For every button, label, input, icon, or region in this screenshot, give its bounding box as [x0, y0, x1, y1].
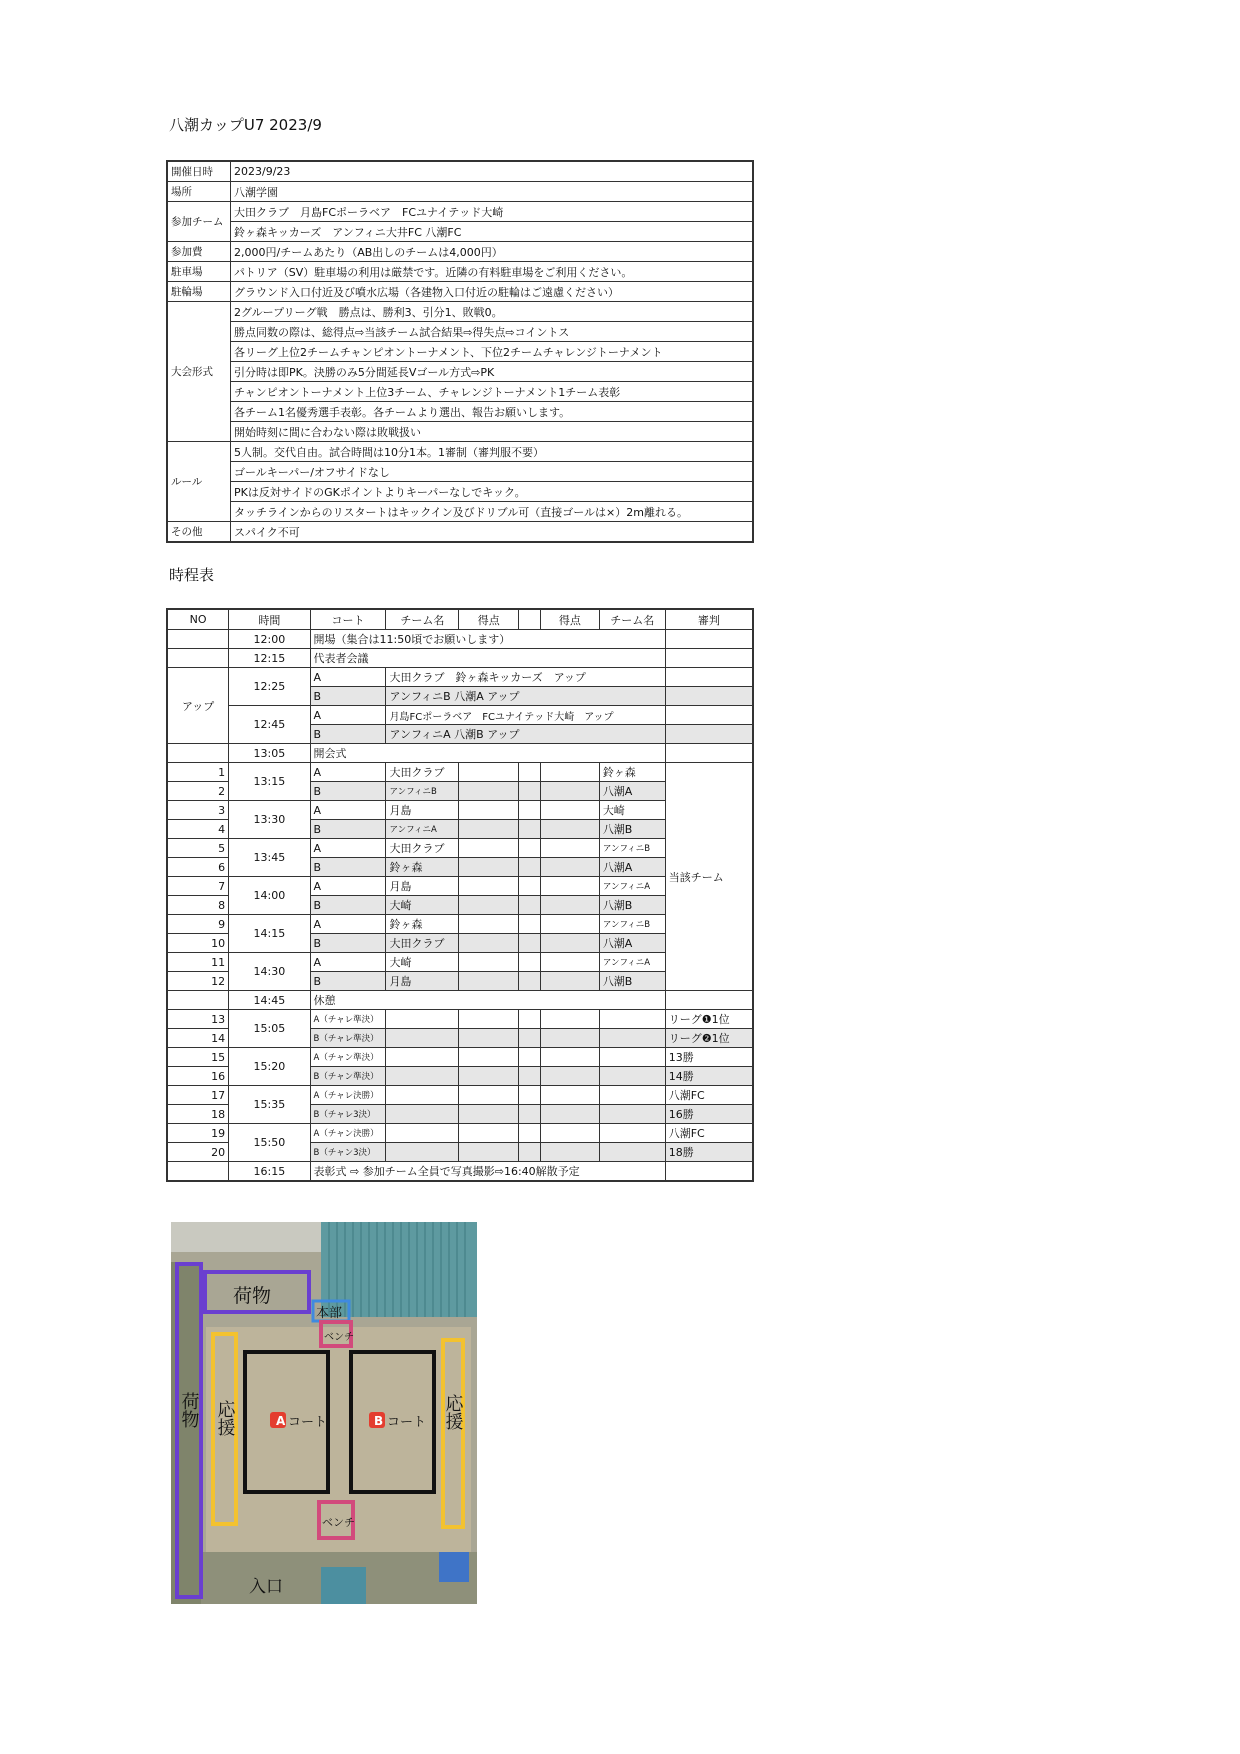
away-team — [599, 1143, 665, 1162]
time-cell: 14:45 — [229, 991, 310, 1010]
schedule-header-cell: チーム名 — [599, 609, 665, 630]
baggage-left-label: 荷物 — [178, 1392, 200, 1428]
away-team: 八潮B — [599, 972, 665, 991]
time-cell: 12:15 — [229, 649, 310, 668]
info-row — [167, 462, 753, 482]
referee-cell — [665, 725, 753, 744]
away-score — [541, 972, 600, 991]
home-score — [459, 801, 519, 820]
score-separator — [519, 1143, 541, 1162]
info-row — [167, 382, 753, 402]
match-no: 8 — [167, 896, 229, 915]
score-separator — [519, 1048, 541, 1067]
home-score — [459, 858, 519, 877]
court-cell: B — [310, 687, 386, 706]
away-team — [599, 1048, 665, 1067]
away-team: アンフィニB — [599, 839, 665, 858]
no-cell — [167, 649, 229, 668]
match-no: 1 — [167, 763, 229, 782]
away-team — [599, 1067, 665, 1086]
schedule-row — [167, 1086, 753, 1105]
score-separator — [519, 839, 541, 858]
time-cell: 12:45 — [229, 706, 310, 744]
score-separator — [519, 1105, 541, 1124]
schedule-header-cell — [519, 609, 541, 630]
court-cell: B — [310, 972, 386, 991]
time-cell: 13:45 — [229, 839, 310, 877]
score-separator — [519, 1124, 541, 1143]
info-label: 参加チーム — [167, 202, 231, 242]
info-value: チャンピオントーナメント上位3チーム、チャレンジトーナメント1チーム表彰 — [231, 382, 754, 402]
schedule-header-cell: 得点 — [459, 609, 519, 630]
home-team: 月島 — [386, 801, 459, 820]
home-score — [459, 1067, 519, 1086]
home-team — [386, 1124, 459, 1143]
info-row — [167, 522, 753, 543]
schedule-table — [166, 608, 754, 1182]
court-cell: B — [310, 858, 386, 877]
away-score — [541, 1143, 600, 1162]
info-value: タッチラインからのリスタートはキックイン及びドリブル可（直接ゴールは×）2m離れる。 — [231, 502, 754, 522]
no-cell — [167, 991, 229, 1010]
away-score — [541, 896, 600, 915]
court-cell: A — [310, 915, 386, 934]
info-label: 開催日時 — [167, 161, 231, 182]
info-value: 大田クラブ 月島FCポーラベア FCユナイテッド大崎 — [231, 202, 754, 222]
match-no: 6 — [167, 858, 229, 877]
home-team: 大田クラブ — [386, 839, 459, 858]
referee-cell — [665, 744, 753, 763]
support-left-label: 応援 — [214, 1400, 236, 1436]
time-cell: 15:50 — [229, 1124, 310, 1162]
info-label: 駐車場 — [167, 262, 231, 282]
referee-cell: 13勝 — [665, 1048, 753, 1067]
schedule-row — [167, 706, 753, 725]
building-roof — [321, 1222, 477, 1317]
away-team: 八潮B — [599, 820, 665, 839]
away-team: 八潮A — [599, 858, 665, 877]
score-separator — [519, 972, 541, 991]
info-value: 2,000円/チームあたり（AB出しのチームは4,000円） — [231, 242, 754, 262]
time-cell: 16:15 — [229, 1162, 310, 1182]
info-value: グラウンド入口付近及び噴水広場（各建物入口付近の駐輪はご遠慮ください） — [231, 282, 754, 302]
court-cell: A（チャン準決） — [310, 1048, 386, 1067]
away-team — [599, 1029, 665, 1048]
away-team: 大崎 — [599, 801, 665, 820]
court-cell: B — [310, 725, 386, 744]
referee-cell: 八潮FC — [665, 1124, 753, 1143]
away-score — [541, 1124, 600, 1143]
schedule-row — [167, 630, 753, 649]
referee-cell: 八潮FC — [665, 1086, 753, 1105]
home-team: 大崎 — [386, 953, 459, 972]
info-value: 鈴ヶ森キッカーズ アンフィニ大井FC 八潮FC — [231, 222, 754, 242]
court-cell: B — [310, 934, 386, 953]
away-score — [541, 915, 600, 934]
score-separator — [519, 934, 541, 953]
warmup-text: 大田クラブ 鈴ヶ森キッカーズ アップ — [386, 668, 665, 687]
home-score — [459, 1010, 519, 1029]
score-separator — [519, 763, 541, 782]
match-no: 14 — [167, 1029, 229, 1048]
schedule-row — [167, 839, 753, 858]
away-score — [541, 858, 600, 877]
court-cell: B（チャレ準決） — [310, 1029, 386, 1048]
home-score — [459, 782, 519, 801]
score-separator — [519, 782, 541, 801]
away-score — [541, 953, 600, 972]
away-score — [541, 801, 600, 820]
referee-cell — [665, 991, 753, 1010]
event-info-table — [166, 160, 754, 543]
info-row — [167, 422, 753, 442]
court-cell: A — [310, 877, 386, 896]
event-text: 休憩 — [310, 991, 665, 1010]
info-row — [167, 161, 753, 182]
info-value: 開始時刻に間に合わない際は敗戦扱い — [231, 422, 754, 442]
info-value: 八潮学園 — [231, 182, 754, 202]
match-no: 18 — [167, 1105, 229, 1124]
home-score — [459, 1143, 519, 1162]
schedule-row — [167, 991, 753, 1010]
info-row — [167, 202, 753, 222]
schedule-row — [167, 763, 753, 782]
home-team: アンフィニB — [386, 782, 459, 801]
home-team — [386, 1029, 459, 1048]
away-team: 八潮A — [599, 934, 665, 953]
home-score — [459, 953, 519, 972]
time-cell: 15:35 — [229, 1086, 310, 1124]
info-row — [167, 262, 753, 282]
info-value: 勝点同数の際は、総得点⇨当該チーム試合結果⇨得失点⇨コイントス — [231, 322, 754, 342]
home-team — [386, 1048, 459, 1067]
referee-cell — [665, 687, 753, 706]
warmup-text: 月島FCポーラベア FCユナイテッド大崎 アップ — [386, 706, 665, 725]
home-team — [386, 1086, 459, 1105]
info-row — [167, 222, 753, 242]
court-cell: A — [310, 706, 386, 725]
referee-cell — [665, 706, 753, 725]
warmup-text: アンフィニA 八潮B アップ — [386, 725, 665, 744]
info-value: パトリア（SV）駐車場の利用は厳禁です。近隣の有料駐車場をご利用ください。 — [231, 262, 754, 282]
court-cell: A（チャレ準決） — [310, 1010, 386, 1029]
score-separator — [519, 877, 541, 896]
info-value: 各リーグ上位2チームチャンピオントーナメント、下位2チームチャレンジトーナメント — [231, 342, 754, 362]
info-value: 引分時は即PK。決勝のみ5分間延長Vゴール方式⇨PK — [231, 362, 754, 382]
away-score — [541, 1029, 600, 1048]
match-no: 10 — [167, 934, 229, 953]
info-label: その他 — [167, 522, 231, 543]
score-separator — [519, 858, 541, 877]
away-score — [541, 820, 600, 839]
referee-cell: 14勝 — [665, 1067, 753, 1086]
match-no: 13 — [167, 1010, 229, 1029]
info-row — [167, 302, 753, 322]
referee-cell: リーグ❷1位 — [665, 1029, 753, 1048]
court-cell: B — [310, 782, 386, 801]
warmup-text: アンフィニB 八潮A アップ — [386, 687, 665, 706]
score-separator — [519, 915, 541, 934]
score-separator — [519, 820, 541, 839]
court-cell: A — [310, 668, 386, 687]
bench-top-label: ベンチ — [324, 1332, 354, 1343]
score-separator — [519, 896, 541, 915]
schedule-header-cell: 得点 — [541, 609, 600, 630]
court-b-letter: B — [374, 1414, 384, 1428]
home-team — [386, 1010, 459, 1029]
info-row — [167, 342, 753, 362]
schedule-header-row — [167, 609, 753, 630]
court-cell: A — [310, 801, 386, 820]
home-team: 月島 — [386, 877, 459, 896]
no-cell — [167, 744, 229, 763]
court-cell: A — [310, 763, 386, 782]
schedule-row — [167, 953, 753, 972]
info-row — [167, 322, 753, 342]
venue-map — [171, 1222, 477, 1604]
time-cell: 14:15 — [229, 915, 310, 953]
referee-cell — [665, 630, 753, 649]
info-value: ゴールキーパー/オフサイドなし — [231, 462, 754, 482]
match-no: 20 — [167, 1143, 229, 1162]
home-team: 鈴ヶ森 — [386, 915, 459, 934]
referee-cell: 18勝 — [665, 1143, 753, 1162]
score-separator — [519, 953, 541, 972]
event-text: 開会式 — [310, 744, 665, 763]
warmup-label: アップ — [167, 668, 229, 744]
away-score — [541, 839, 600, 858]
away-team: 八潮A — [599, 782, 665, 801]
home-team: 大田クラブ — [386, 934, 459, 953]
schedule-row — [167, 649, 753, 668]
time-cell: 12:25 — [229, 668, 310, 706]
home-team: 大崎 — [386, 896, 459, 915]
court-cell: B（チャン3決） — [310, 1143, 386, 1162]
court-cell: A（チャレ決勝） — [310, 1086, 386, 1105]
match-no: 2 — [167, 782, 229, 801]
time-cell: 15:20 — [229, 1048, 310, 1086]
score-separator — [519, 1029, 541, 1048]
home-score — [459, 896, 519, 915]
match-no: 15 — [167, 1048, 229, 1067]
no-cell — [167, 1162, 229, 1182]
away-team — [599, 1105, 665, 1124]
referee-cell — [665, 649, 753, 668]
event-text: 開場（集合は11:50頃でお願いします） — [310, 630, 665, 649]
info-row — [167, 242, 753, 262]
time-cell: 12:00 — [229, 630, 310, 649]
info-row — [167, 362, 753, 382]
home-score — [459, 972, 519, 991]
court-cell: A（チャン決勝） — [310, 1124, 386, 1143]
schedule-header-cell: コート — [310, 609, 386, 630]
away-team — [599, 1124, 665, 1143]
home-score — [459, 763, 519, 782]
time-cell: 14:30 — [229, 953, 310, 991]
court-cell: B — [310, 896, 386, 915]
away-team — [599, 1086, 665, 1105]
home-score — [459, 820, 519, 839]
home-team — [386, 1105, 459, 1124]
court-b-label: コート — [387, 1415, 427, 1430]
home-score — [459, 839, 519, 858]
match-no: 19 — [167, 1124, 229, 1143]
info-row — [167, 482, 753, 502]
away-score — [541, 934, 600, 953]
match-no: 5 — [167, 839, 229, 858]
info-row — [167, 402, 753, 422]
event-text: 代表者会議 — [310, 649, 665, 668]
court-cell: B — [310, 820, 386, 839]
score-separator — [519, 1010, 541, 1029]
info-value: 2グループリーグ戦 勝点は、勝利3、引分1、敗戦0。 — [231, 302, 754, 322]
entrance-label: 入口 — [249, 1577, 283, 1597]
info-value: 2023/9/23 — [231, 161, 754, 182]
home-team: 鈴ヶ森 — [386, 858, 459, 877]
match-no: 3 — [167, 801, 229, 820]
home-score — [459, 1105, 519, 1124]
schedule-row — [167, 1010, 753, 1029]
score-separator — [519, 1067, 541, 1086]
info-row — [167, 282, 753, 302]
schedule-header-cell: チーム名 — [386, 609, 459, 630]
info-value: PKは反対サイドのGKポイントよりキーパーなしでキック。 — [231, 482, 754, 502]
home-team — [386, 1067, 459, 1086]
referee-cell: リーグ❶1位 — [665, 1010, 753, 1029]
away-score — [541, 1086, 600, 1105]
home-team: 月島 — [386, 972, 459, 991]
away-team: アンフィニA — [599, 953, 665, 972]
info-label: 大会形式 — [167, 302, 231, 442]
schedule-title: 時程表 — [169, 566, 215, 584]
away-score — [541, 1105, 600, 1124]
info-label: 場所 — [167, 182, 231, 202]
event-text: 表彰式 ⇨ 参加チーム全員で写真撮影⇨16:40解散予定 — [310, 1162, 665, 1182]
info-label: 駐輪場 — [167, 282, 231, 302]
away-score — [541, 1048, 600, 1067]
away-score — [541, 877, 600, 896]
time-cell: 13:05 — [229, 744, 310, 763]
away-score — [541, 1010, 600, 1029]
time-cell: 14:00 — [229, 877, 310, 915]
baggage-top-label: 荷物 — [233, 1285, 272, 1307]
away-team: 八潮B — [599, 896, 665, 915]
court-cell: A — [310, 839, 386, 858]
away-score — [541, 782, 600, 801]
home-score — [459, 915, 519, 934]
schedule-row — [167, 915, 753, 934]
court-cell: B（チャレ3決） — [310, 1105, 386, 1124]
referee-cell — [665, 668, 753, 687]
schedule-row — [167, 801, 753, 820]
score-separator — [519, 1086, 541, 1105]
referee-cell: 16勝 — [665, 1105, 753, 1124]
info-row — [167, 502, 753, 522]
match-no: 12 — [167, 972, 229, 991]
info-value: 各チーム1名優秀選手表彰。各チームより選出、報告お願いします。 — [231, 402, 754, 422]
schedule-header-cell: 審判 — [665, 609, 753, 630]
hq-label: 本部 — [316, 1306, 343, 1321]
document-title: 八潮カップU7 2023/9 — [169, 116, 322, 134]
info-label: 参加費 — [167, 242, 231, 262]
home-team: アンフィニA — [386, 820, 459, 839]
info-row — [167, 182, 753, 202]
away-score — [541, 1067, 600, 1086]
info-label: ルール — [167, 442, 231, 522]
home-score — [459, 934, 519, 953]
away-team: 鈴ヶ森 — [599, 763, 665, 782]
schedule-row — [167, 744, 753, 763]
time-cell: 13:30 — [229, 801, 310, 839]
away-team: アンフィニA — [599, 877, 665, 896]
court-a-label: コート — [288, 1415, 328, 1430]
schedule-header-cell: NO — [167, 609, 229, 630]
time-cell: 13:15 — [229, 763, 310, 801]
match-no: 7 — [167, 877, 229, 896]
home-score — [459, 877, 519, 896]
time-cell: 15:05 — [229, 1010, 310, 1048]
home-score — [459, 1029, 519, 1048]
referee-cell: 当該チーム — [665, 763, 753, 991]
info-value: スパイク不可 — [231, 522, 754, 543]
away-team — [599, 1010, 665, 1029]
away-score — [541, 763, 600, 782]
schedule-row — [167, 668, 753, 687]
score-separator — [519, 801, 541, 820]
referee-cell — [665, 1162, 753, 1182]
home-team — [386, 1143, 459, 1162]
home-team: 大田クラブ — [386, 763, 459, 782]
home-score — [459, 1048, 519, 1067]
match-no: 9 — [167, 915, 229, 934]
court-cell: A — [310, 953, 386, 972]
away-team: アンフィニB — [599, 915, 665, 934]
schedule-row — [167, 1048, 753, 1067]
schedule-header-cell: 時間 — [229, 609, 310, 630]
court-cell: B（チャン準決） — [310, 1067, 386, 1086]
support-right-label: 応援 — [442, 1394, 464, 1430]
schedule-row — [167, 1124, 753, 1143]
info-value: 5人制。交代自由。試合時間は10分1本。1審制（審判服不要） — [231, 442, 754, 462]
info-row — [167, 442, 753, 462]
bench-bottom-label: ベンチ — [322, 1516, 355, 1529]
schedule-row — [167, 1162, 753, 1182]
no-cell — [167, 630, 229, 649]
home-score — [459, 1086, 519, 1105]
schedule-row — [167, 877, 753, 896]
match-no: 11 — [167, 953, 229, 972]
match-no: 17 — [167, 1086, 229, 1105]
home-score — [459, 1124, 519, 1143]
court-a-letter: A — [276, 1414, 286, 1428]
match-no: 16 — [167, 1067, 229, 1086]
match-no: 4 — [167, 820, 229, 839]
